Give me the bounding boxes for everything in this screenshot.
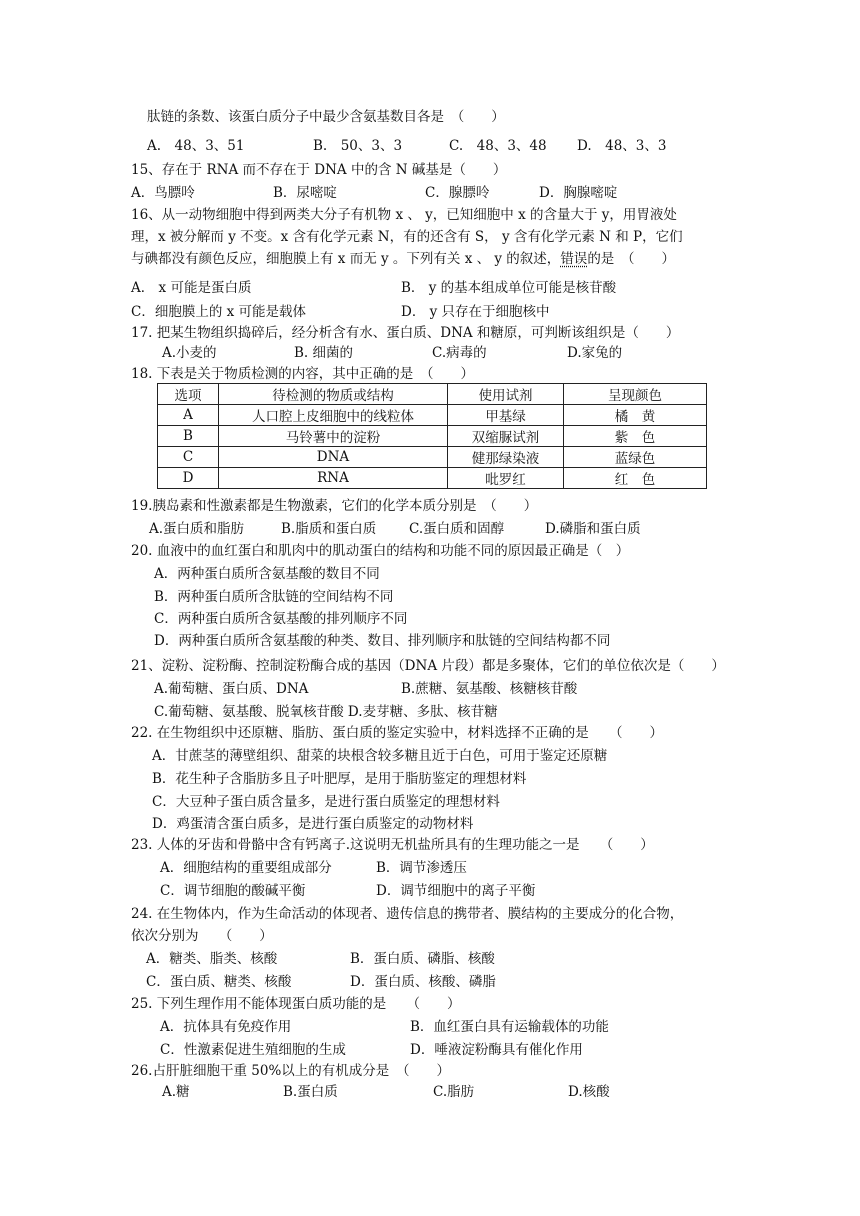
table-header-cell: 使用试剂 [448,384,564,405]
q21-option-a[interactable]: A.葡萄糖、蛋白质、DNA [154,681,309,697]
q24-option-c[interactable]: C．蛋白质、糖类、核酸 [146,974,292,990]
table-cell: B [158,426,219,447]
q14-option-a[interactable]: A. 48、3、51 [147,138,245,154]
q22-option-d[interactable]: D．鸡蛋清含蛋白质多，是进行蛋白质鉴定的动物材料 [152,816,474,832]
q25-option-c[interactable]: C．性激素促进生殖细胞的生成 [160,1042,346,1058]
q16-stem-line2: 理，x 被分解而 y 不变。x 含有化学元素 N，有的还含有 S， y 含有化学元素 N 和 P，它们 [131,229,683,245]
q14-option-b[interactable]: B. 50、3、3 [313,138,403,154]
table-cell: 吡罗红 [448,468,564,489]
table-header-cell: 选项 [158,384,219,405]
table-row [158,468,707,489]
q22-option-a[interactable]: A．甘蔗茎的薄壁组织、甜菜的块根含较多糖且近于白色，可用于鉴定还原糖 [152,748,608,764]
q20-stem: 20. 血液中的血红蛋白和肌肉中的肌动蛋白的结构和功能不同的原因最正确是（ ） [131,543,630,559]
q24-stem-line2: 依次分别为 （ ） [131,928,273,944]
q15-option-a[interactable]: A．鸟膘呤 [131,185,195,201]
table-row [158,447,707,468]
q16-emphasis-word: 错误 [560,251,588,267]
q24-option-a[interactable]: A．糖类、脂类、核酸 [146,951,278,967]
q16-stem-line3 [131,250,675,268]
q20-option-d[interactable]: D．两种蛋白质所含氨基酸的种类、数目、排列顺序和肽链的空间结构都不同 [154,633,611,649]
q25-stem: 25. 下列生理作用不能体现蛋白质功能的是 （ ） [131,996,461,1012]
q17-option-b[interactable]: B. 细菌的 [294,345,354,361]
table-cell: 红 色 [564,468,707,489]
q26-option-a[interactable]: A.糖 [162,1084,190,1100]
q15-option-b[interactable]: B．尿嘧啶 [273,185,337,201]
q14-stem: 肽链的条数、该蛋白质分子中最少含氨基数目各是 （ ） [147,109,505,125]
q19-option-a[interactable]: A.蛋白质和脂肪 [149,521,245,537]
q25-option-a[interactable]: A．抗体具有免疫作用 [160,1019,292,1035]
q17-option-c[interactable]: C.病毒的 [432,345,487,361]
table-cell: 橘 黄 [564,405,707,426]
q18-table [157,383,707,489]
q16-option-c[interactable]: C．细胞膜上的 x 可能是载体 [131,304,307,320]
table-cell: 健那绿染液 [448,447,564,468]
q19-option-d[interactable]: D.磷脂和蛋白质 [545,521,641,537]
q20-option-b[interactable]: B．两种蛋白质所含肽链的空间结构不同 [154,589,394,605]
table-cell: D [158,468,219,489]
q23-option-a[interactable]: A．细胞结构的重要组成部分 [160,860,332,876]
q17-stem: 17. 把某生物组织捣碎后，经分析含有水、蛋白质、DNA 和糖原，可判断该组织是（ ） [131,325,680,341]
table-cell: 紫 色 [564,426,707,447]
q23-option-b[interactable]: B．调节渗透压 [376,860,467,876]
q24-option-b[interactable]: B．蛋白质、磷脂、核酸 [350,951,495,967]
q21-option-cd[interactable]: C.葡萄糖、氨基酸、脱氧核苷酸 D.麦芽糖、多肽、核苷糖 [154,704,498,720]
q26-stem: 26.占肝脏细胞干重 50%以上的有机成分是 （ ） [131,1063,451,1079]
q15-stem: 15、存在于 RNA 而不存在于 DNA 中的含 N 碱基是（ ） [131,162,507,178]
table-cell: 甲基绿 [448,405,564,426]
table-row [158,426,707,447]
q22-stem: 22. 在生物组织中还原糖、脂肪、蛋白质的鉴定实验中，材料选择不正确的是 （ ） [131,725,664,741]
q17-option-a[interactable]: A.小麦的 [162,345,217,361]
q19-stem: 19.胰岛素和性激素都是生物激素，它们的化学本质分别是 （ ） [131,498,538,514]
q26-option-d[interactable]: D.核酸 [568,1084,610,1100]
q24-option-d[interactable]: D．蛋白质、核酸、磷脂 [350,974,496,990]
table-row [158,405,707,426]
q22-option-b[interactable]: B．花生种子含脂肪多且子叶肥厚，是用于脂肪鉴定的理想材料 [152,771,527,787]
q25-option-d[interactable]: D．唾液淀粉酶具有催化作用 [410,1042,583,1058]
table-cell: 马铃薯中的淀粉 [219,426,448,447]
q14-option-c[interactable]: C. 48、3、48 [449,138,547,154]
q23-option-d[interactable]: D．调节细胞中的离子平衡 [376,883,536,899]
q16-stem-line1: 16、从一动物细胞中得到两类大分子有机物 x 、 y，已知细胞中 x 的含量大于 y，用胃液处 [131,207,677,223]
q16-stem-line3-a: 与碘都没有颜色反应，细胞膜上有 x 而无 y 。下列有关 x 、 y 的叙述， [131,251,561,267]
q26-option-b[interactable]: B.蛋白质 [283,1084,338,1100]
q16-option-d[interactable]: D． y 只存在于细胞核中 [401,304,550,320]
q25-option-b[interactable]: B．血红蛋白具有运输载体的功能 [410,1019,609,1035]
q18-stem: 18. 下表是关于物质检测的内容，其中正确的是 （ ） [131,366,475,382]
q20-option-c[interactable]: C．两种蛋白质所含氨基酸的排列顺序不同 [154,611,408,627]
q23-stem: 23. 人体的牙齿和骨骼中含有钙离子.这说明无机盐所具有的生理功能之一是 （ ） [131,837,654,853]
table-cell: 人口腔上皮细胞中的线粒体 [219,405,448,426]
table-header-cell: 呈现颜色 [564,384,707,405]
q16-stem-line3-c: 的是 （ ） [587,251,676,267]
q17-option-d[interactable]: D.家兔的 [567,345,623,361]
table-header-row [158,384,707,405]
table-cell: C [158,447,219,468]
q26-option-c[interactable]: C.脂肪 [433,1084,475,1100]
q21-option-b[interactable]: B.蔗糖、氨基酸、核糖核苷酸 [401,681,578,697]
q14-option-d[interactable]: D. 48、3、3 [577,138,667,154]
table-header-cell: 待检测的物质或结构 [219,384,448,405]
q15-option-d[interactable]: D．胸腺嘧啶 [539,185,618,201]
q19-option-c[interactable]: C.蛋白质和固醇 [409,521,505,537]
q20-option-a[interactable]: A．两种蛋白质所含氨基酸的数目不同 [154,566,380,582]
q21-stem: 21、淀粉、淀粉酶、控制淀粉酶合成的基因（DNA 片段）都是多聚体，它们的单位依次是（ ） [131,658,725,674]
q16-option-b[interactable]: B． y 的基本组成单位可能是核苷酸 [401,280,617,296]
table-cell: DNA [219,447,448,468]
table-cell: A [158,405,219,426]
q19-option-b[interactable]: B.脂质和蛋白质 [281,521,377,537]
q15-option-c[interactable]: C．腺膘呤 [425,185,490,201]
table-cell: 蓝绿色 [564,447,707,468]
q24-stem-line1: 24. 在生物体内，作为生命活动的体现者、遗传信息的携带者、膜结构的主要成分的化合物， [131,906,684,922]
q16-option-a[interactable]: A． x 可能是蛋白质 [131,280,252,296]
q22-option-c[interactable]: C．大豆种子蛋白质含量多，是进行蛋白质鉴定的理想材料 [152,794,500,810]
q23-option-c[interactable]: C．调节细胞的酸碱平衡 [160,883,306,899]
table-cell: 双缩脲试剂 [448,426,564,447]
table-cell: RNA [219,468,448,489]
